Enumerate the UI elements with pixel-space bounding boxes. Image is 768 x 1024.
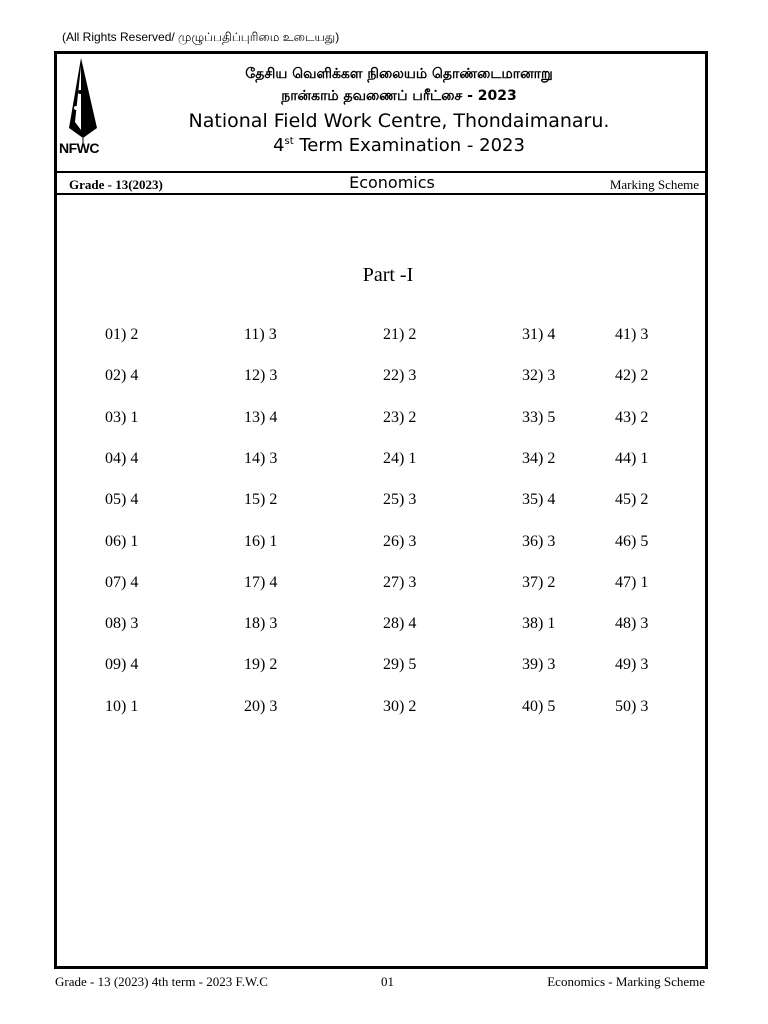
answer-item: 33) 5	[522, 408, 556, 426]
answer-item: 11) 3	[244, 326, 277, 343]
answer-item: 25) 3	[383, 491, 417, 509]
answer-item: 49) 3	[615, 656, 649, 674]
answer-item: 24) 1	[383, 449, 417, 467]
answer-item: 18) 3	[244, 615, 278, 633]
answer-item: 42) 2	[615, 367, 649, 385]
scheme-label: Marking Scheme	[609, 177, 699, 192]
answer-item: 31) 4	[522, 326, 556, 343]
answer-item: 12) 3	[244, 367, 278, 385]
institution-name: National Field Work Centre, Thondaimanaru.	[188, 110, 610, 132]
answer-item: 20) 3	[244, 697, 278, 715]
footer-right: Economics - Marking Scheme	[547, 974, 705, 989]
footer-left: Grade - 13 (2023) 4th term - 2023 F.W.C	[55, 974, 268, 989]
answer-item: 03) 1	[105, 408, 139, 426]
answer-item: 21) 2	[383, 326, 417, 343]
answer-item: 23) 2	[383, 408, 417, 426]
subject-label: Economics	[349, 173, 435, 192]
term-number: 4	[273, 135, 285, 156]
answer-item: 27) 3	[383, 573, 417, 591]
answer-item: 19) 2	[244, 656, 278, 674]
answer-item: 08) 3	[105, 615, 139, 633]
answer-item: 28) 4	[383, 615, 417, 633]
answer-item: 10) 1	[105, 697, 139, 715]
answer-item: 47) 1	[615, 573, 649, 591]
rights-notice: (All Rights Reserved/ முழுப்பதிப்புரிமை உடையது)	[62, 30, 340, 44]
answer-item: 39) 3	[522, 656, 556, 674]
answer-item: 35) 4	[522, 491, 556, 509]
answer-item: 43) 2	[615, 408, 649, 426]
answer-item: 06) 1	[105, 532, 139, 550]
logo-text: NFWC	[59, 140, 99, 156]
part-title: Part -I	[362, 264, 414, 286]
answer-item: 32) 3	[522, 367, 556, 385]
answer-item: 46) 5	[615, 532, 649, 550]
answer-item: 14) 3	[244, 449, 278, 467]
term-rest: Term Examination - 2023	[293, 135, 525, 156]
answer-item: 15) 2	[244, 491, 278, 509]
answer-item: 02) 4	[105, 367, 139, 385]
answer-item: 50) 3	[615, 697, 649, 715]
answer-item: 41) 3	[615, 326, 649, 343]
page-number: 01	[381, 974, 394, 989]
answer-item: 13) 4	[244, 408, 278, 426]
answer-item: 34) 2	[522, 449, 556, 467]
answer-grid	[57, 54, 705, 954]
answer-item: 30) 2	[383, 697, 417, 715]
answer-item: 29) 5	[383, 656, 417, 674]
answer-item: 44) 1	[615, 449, 649, 467]
tamil-institution-name: தேசிய வெளிக்கள நிலையம் தொண்டைமானாறு	[245, 66, 553, 82]
answer-item: 37) 2	[522, 573, 556, 591]
page-footer	[55, 974, 705, 994]
answer-item: 17) 4	[244, 573, 278, 591]
answer-item: 16) 1	[244, 532, 278, 550]
page-frame	[54, 51, 708, 969]
answer-item: 26) 3	[383, 532, 417, 550]
grade-label: Grade - 13(2023)	[69, 177, 163, 192]
answer-item: 07) 4	[105, 573, 139, 591]
answer-item: 22) 3	[383, 367, 417, 385]
answer-item: 48) 3	[615, 615, 649, 633]
answer-item: 01) 2	[105, 326, 139, 343]
answer-item: 04) 4	[105, 449, 139, 467]
answer-item: 40) 5	[522, 697, 556, 715]
answer-item: 05) 4	[105, 491, 139, 509]
tamil-exam-name: நான்காம் தவணைப் பரீட்சை - 2023	[281, 88, 517, 104]
answer-item: 09) 4	[105, 656, 139, 674]
answer-item: 45) 2	[615, 491, 649, 509]
answer-item: 38) 1	[522, 615, 556, 633]
term-suffix: st	[284, 136, 294, 147]
answer-item: 36) 3	[522, 532, 556, 550]
